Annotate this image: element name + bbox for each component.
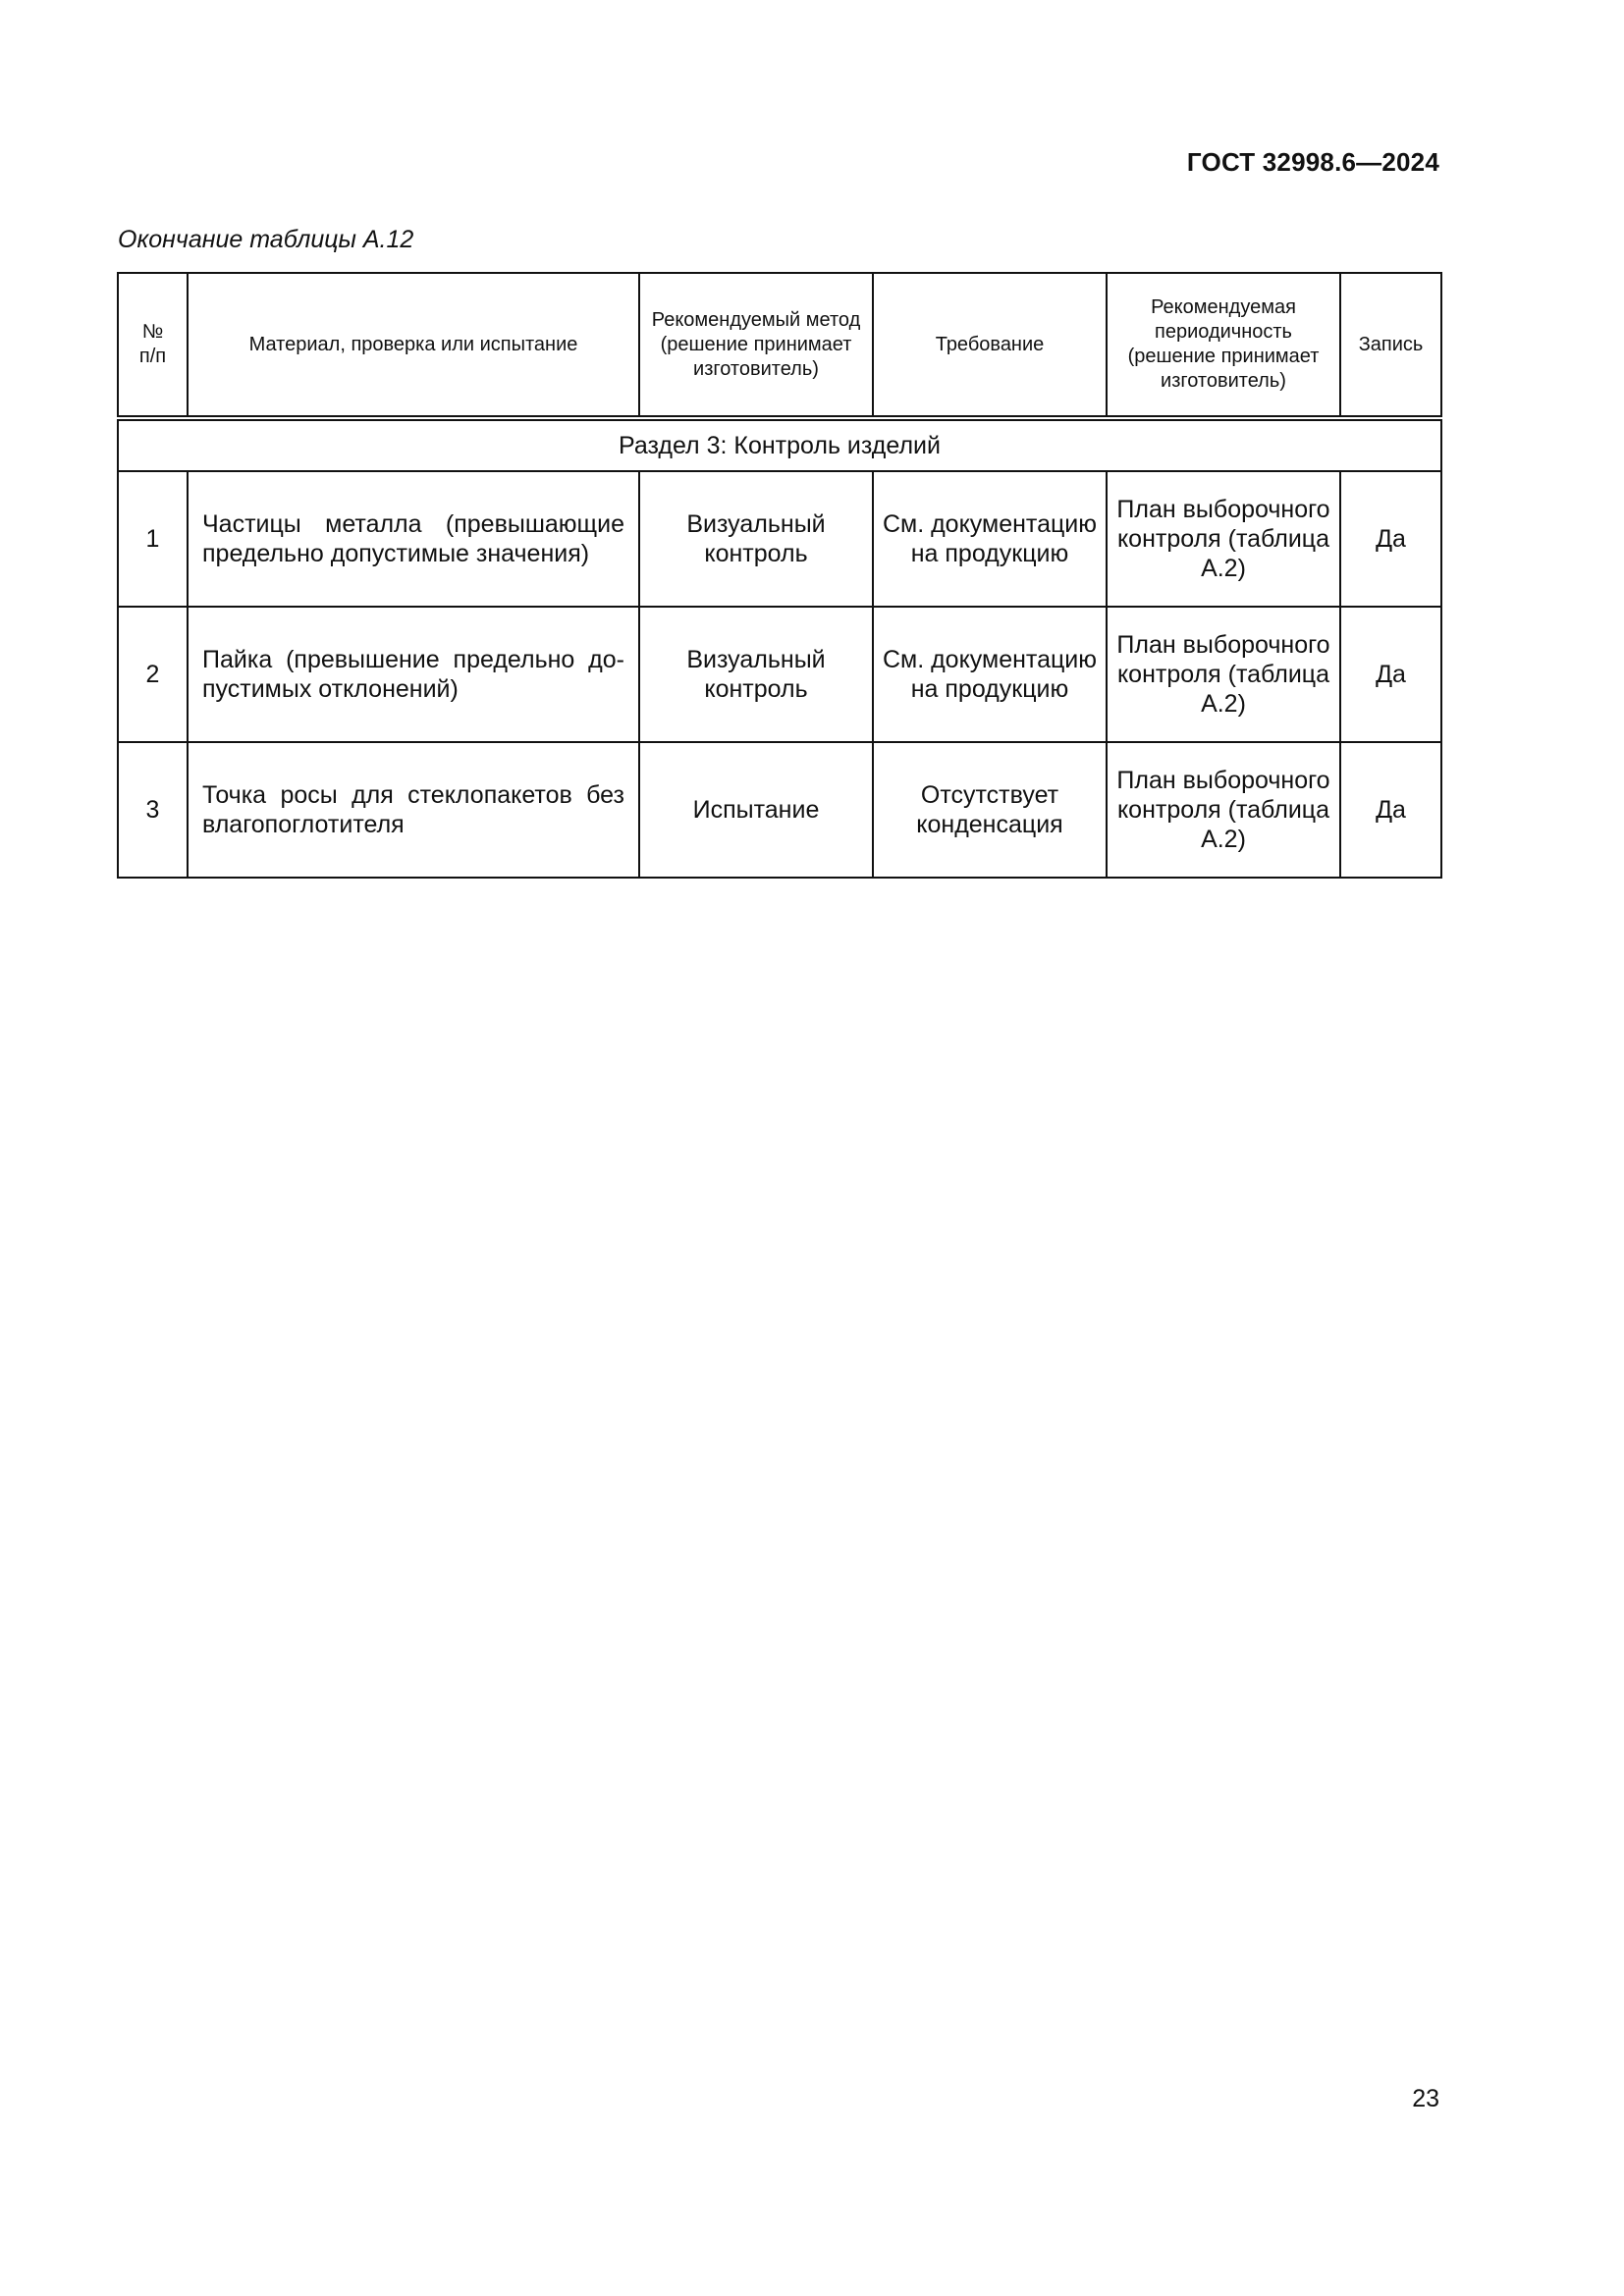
- column-header-number-label: № п/п: [138, 321, 167, 367]
- row-requirement: См. документацию на продукцию: [873, 607, 1107, 742]
- row-number: 2: [118, 607, 188, 742]
- column-header-material: Материал, проверка или испытание: [188, 273, 639, 418]
- document-code: ГОСТ 32998.6—2024: [1186, 147, 1439, 177]
- row-record: Да: [1340, 471, 1441, 607]
- table-caption: Окончание таблицы А.12: [118, 226, 414, 253]
- page-number: 23: [1412, 2085, 1439, 2112]
- row-material: Точка росы для стеклопакетов без влагопоглотителя: [188, 742, 639, 878]
- table-header-row: [118, 273, 1441, 418]
- column-header-record: Запись: [1340, 273, 1441, 418]
- section-title: Раздел 3: Контроль изделий: [118, 418, 1441, 471]
- column-header-periodicity: Рекомендуемая периодичность (решение принимает изготовитель): [1107, 273, 1340, 418]
- row-record: Да: [1340, 607, 1441, 742]
- row-method: Визуальный контроль: [639, 471, 873, 607]
- row-material: Пайка (превышение предельно до-пустимых отклонений): [188, 607, 639, 742]
- row-method: Испытание: [639, 742, 873, 878]
- row-record: Да: [1340, 742, 1441, 878]
- table-row: [118, 471, 1441, 607]
- table-row: [118, 742, 1441, 878]
- row-periodicity: План выборочного контроля (таблица А.2): [1107, 742, 1340, 878]
- row-periodicity: План выборочного контроля (таблица А.2): [1107, 471, 1340, 607]
- row-requirement: См. документацию на продукцию: [873, 471, 1107, 607]
- column-header-method: Рекомендуемый метод (решение принимает изготовитель): [639, 273, 873, 418]
- table-row: [118, 607, 1441, 742]
- section-row: [118, 418, 1441, 471]
- row-method: Визуальный контроль: [639, 607, 873, 742]
- row-number: 1: [118, 471, 188, 607]
- row-number: 3: [118, 742, 188, 878]
- column-header-number: [118, 273, 188, 418]
- inspection-table: [117, 272, 1442, 879]
- column-header-requirement: Требование: [873, 273, 1107, 418]
- row-requirement: Отсутствует конденсация: [873, 742, 1107, 878]
- row-material: Частицы металла (превышающие предельно допустимые значения): [188, 471, 639, 607]
- row-periodicity: План выборочного контроля (таблица А.2): [1107, 607, 1340, 742]
